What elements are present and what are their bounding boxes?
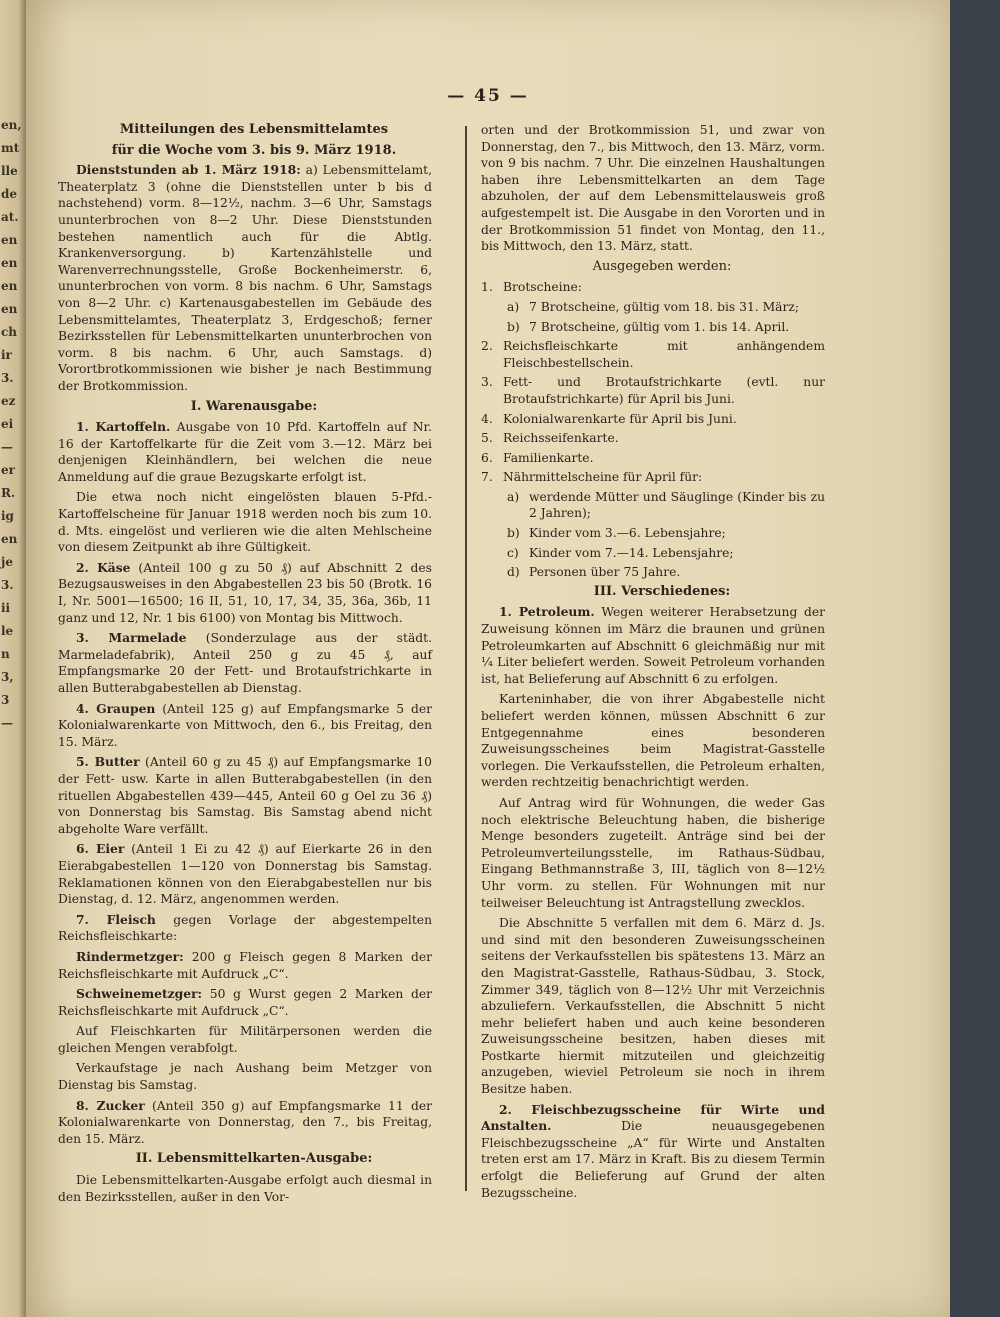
list-item bbox=[481, 564, 825, 581]
section-heading-warenausgabe: I. Warenausgabe: bbox=[190, 398, 318, 414]
fleischbezug-paragraph: 2. Fleischbezugsscheine für Wirte und Anstalten. Die neuausgegebenen Fleischbezugsscheine „A“ für Wirte und Anstalten treten erst am 17. März in Kraft. Bis zu diesem Termin erfolgt die Belieferung auf Grund der alten Bezugsscheine. bbox=[481, 1101, 825, 1200]
dienststunden-paragraph: Dienststunden ab 1. März 1918: a) Lebensmittelamt, Theaterplatz 3 (ohne die Dienststellen unter b bis d nachstehend) vorm. 8—12½, nachm. 3—6 Uhr, Samstags ununterbrochen von 8—2 Uhr. Diese Dienststunden bestehen namentlich auch für die Abtlg. Krankenversorgung. b) Kartenzählstelle und Warenverrechnungsstelle, Große Bockenheimerstr. 6, ununterbrochen von vorm. 8 bis nachm. 6 Uhr, Samstags von 8—2 Uhr. c) Kartenausgabestellen im Gebäude des Lebensmittelamtes, Theaterplatz 3, Erdgeschoß; ferner Bezirksstellen für Lebensmittelkarten ununterbrochen von vorm. 8 bis nachm. 6 Uhr, auch Samstags. d) Vorortbrotkommissionen wie bisher je nach Bestimmung der Brotkommission. bbox=[58, 162, 432, 393]
list-item-number: 7. bbox=[481, 470, 493, 485]
list-item-number: a) bbox=[507, 299, 520, 314]
prev-page-fragment: ig bbox=[1, 509, 14, 523]
prev-page-fragment: lle bbox=[1, 164, 18, 178]
prev-page-fragment: en bbox=[1, 233, 18, 247]
item-verkaufstage: Verkaufstage je nach Aushang beim Metzger von Dienstag bis Samstag. bbox=[58, 1061, 432, 1093]
page-number: — 45 — bbox=[447, 86, 529, 106]
background-strip bbox=[950, 0, 1000, 1317]
notice-title: Mitteilungen des Lebensmittelamtes bbox=[119, 122, 389, 137]
abschnitte-paragraph: Die Abschnitte 5 verfallen mit dem 6. März d. Js. und sind mit den besonderen Zuweisungsscheinen seitens der Verkaufsstellen bis spätestens 13. März an den Magistrat-Gasstelle, Rathaus-Südbau, 3. Stock, Zimmer 349, täglich von 8—12½ Uhr mit Verzeichnis abzuliefern. Verkaufsstellen, die Abschnitt 5 nicht mehr beliefert haben und auch keine besonderen Zuweisungsscheine besitzen, haben dieses mit Postkarte hiermit mitzuteilen und gleichzeitig anzugeben, wieviel Petroleum sie noch in ihrem Besitze haben. bbox=[481, 916, 825, 1097]
list-item-number: c) bbox=[507, 545, 519, 560]
prev-page-fragment: ii bbox=[1, 601, 11, 615]
list-item-text: 7 Brotscheine, gültig vom 18. bis 31. März; bbox=[529, 299, 800, 314]
prev-page-fragment: ei bbox=[1, 417, 14, 431]
prev-page-fragment: en bbox=[1, 302, 18, 316]
list-item-number: b) bbox=[507, 526, 520, 541]
prev-page-fragment: — bbox=[1, 716, 13, 730]
prev-page-fragment: 3, bbox=[1, 670, 14, 684]
prev-page-fragment: le bbox=[1, 624, 14, 638]
column-divider bbox=[465, 126, 467, 1191]
continuation-paragraph: orten und der Brotkommission 51, und zwar von Donnerstag, den 7., bis Mittwoch, den 13. März, vorm. von 9 bis nachm. 7 Uhr. Die einzelnen Haushaltungen haben ihre Lebensmittelkarten an dem Tage abzuholen, der auf dem Lebensmittelausweis groß aufgestempelt ist. Die Ausgabe in den Vororten und in der Brotkommission 51 findet von Montag, den 11., bis Mittwoch, den 13. März, statt. bbox=[481, 123, 825, 254]
item-graupen: 4. Graupen (Anteil 125 g) auf Empfangsmarke 5 der Kolonialwarenkarte von Mittwoch, den 6., bis Freitag, den 15. März. bbox=[58, 700, 432, 749]
prev-page-fragment: de bbox=[1, 187, 18, 201]
prev-page-fragment: er bbox=[1, 463, 15, 477]
prev-page-fragment: en bbox=[1, 279, 18, 293]
prev-page-fragment: mt bbox=[1, 141, 20, 155]
item-kartoffeln: 1. Kartoffeln. Ausgabe von 10 Pfd. Kartoffeln auf Nr. 16 der Kartoffelkarte für die Zeit vom 3.—12. März bei denjenigen Kleinhändlern, bei welchen die neue Anmeldung auf die graue Bezugskarte erfolgt ist. bbox=[58, 419, 432, 484]
list-item bbox=[481, 469, 825, 486]
list-item-text: Reichsseifenkarte. bbox=[503, 431, 619, 446]
list-item-text: Brotscheine: bbox=[503, 280, 582, 295]
list-item bbox=[481, 374, 825, 407]
prev-page-fragment: 3. bbox=[1, 578, 14, 592]
list-item-text: Kolonialwarenkarte für April bis Juni. bbox=[503, 411, 737, 426]
prev-page-fragment: ir bbox=[1, 348, 12, 362]
section-heading-verschiedenes: III. Verschiedenes: bbox=[593, 583, 731, 599]
list-item bbox=[481, 545, 825, 562]
item-marmelade: 3. Marmelade (Sonderzulage aus der städt. Marmeladefabrik), Anteil 250 g zu 45 ₰, auf Empfangsmarke 20 der Fett- und Brotaufstrichkarte in allen Butterabgabestellen ab Dienstag. bbox=[58, 630, 432, 695]
previous-page-edge bbox=[0, 0, 26, 1317]
item-butter: 5. Butter (Anteil 60 g zu 45 ₰) auf Empfangsmarke 10 der Fett- usw. Karte in allen Butterabgabestellen (in den rituellen Abgabestellen 439—445, Anteil 60 g Oel zu 36 ₰) von Donnerstag bis Samstag. Bis Samstag abend nicht abgeholte Ware verfällt. bbox=[58, 754, 432, 836]
item-eier: 6. Eier (Anteil 1 Ei zu 42 ₰) auf Eierkarte 26 in den Eierabgabestellen 1—120 von Donnerstag bis Samstag. Reklamationen können von den Eierabgabestellen nur bis Dienstag, d. 12. März, angenommen werden. bbox=[58, 841, 432, 907]
prev-page-fragment: n bbox=[1, 647, 10, 661]
list-item bbox=[481, 338, 825, 371]
notice-subtitle: für die Woche vom 3. bis 9. März 1918. bbox=[111, 142, 397, 158]
list-item bbox=[481, 299, 825, 316]
list-item-number: b) bbox=[507, 319, 520, 334]
item-militaer: Auf Fleischkarten für Militärpersonen werden die gleichen Mengen verabfolgt. bbox=[58, 1024, 432, 1055]
list-item-number: 3. bbox=[481, 375, 493, 390]
right-column bbox=[481, 122, 825, 1205]
kartenausgabe-paragraph: Die Lebensmittelkarten-Ausgabe erfolgt auch diesmal in den Bezirksstellen, außer in den Vor- bbox=[58, 1173, 432, 1204]
list-item-text: Kinder vom 3.—6. Lebensjahre; bbox=[529, 526, 726, 541]
list-item-number: 4. bbox=[481, 411, 493, 426]
list-item-number: 1. bbox=[481, 280, 493, 295]
item-kaese: 2. Käse (Anteil 100 g zu 50 ₰) auf Abschnitt 2 des Bezugsausweises in den Abgabestellen 23 bis 50 (Brotk. 16 I, Nr. 5001—16500; 16 II, 51, 10, 17, 34, 35, 36a, 36b, 11 ganz und 12, Nr. 1 bis 6100) von Montag bis Mittwoch. bbox=[58, 559, 432, 625]
item-fleisch: 7. Fleisch gegen Vorlage der abgestempelten Reichsfleischkarte: bbox=[58, 911, 432, 944]
list-item bbox=[481, 525, 825, 542]
prev-page-fragment: R. bbox=[1, 486, 16, 500]
left-column bbox=[58, 122, 432, 1209]
list-item-text: Personen über 75 Jahre. bbox=[529, 565, 681, 580]
ausgegeben-heading: Ausgegeben werden: bbox=[592, 258, 732, 274]
prev-page-fragment: en, bbox=[1, 118, 22, 132]
list-item-text: Nährmittelscheine für April für: bbox=[503, 470, 703, 485]
list-item-text: werdende Mütter und Säuglinge (Kinder bis zu 2 Jahren); bbox=[529, 489, 825, 521]
prev-page-fragment: je bbox=[1, 555, 13, 569]
karteninhaber-paragraph: Karteninhaber, die von ihrer Abgabestelle nicht beliefert werden können, müssen Abschnitt 6 zur Entgegennahme eines besonderen Zuweisungsscheines beim Magistrat-Gasstelle vorlegen. Die Verkaufsstellen, die Petroleum erhalten, werden rechtzeitig benachrichtigt werden. bbox=[481, 692, 825, 790]
list-item-text: 7 Brotscheine, gültig vom 1. bis 14. April. bbox=[529, 319, 790, 334]
prev-page-fragment: ch bbox=[1, 325, 18, 339]
prev-page-fragment: at. bbox=[1, 210, 19, 224]
prev-page-fragment: ez bbox=[1, 394, 16, 408]
prev-page-fragment: — bbox=[1, 440, 13, 454]
item-schweinemetzger: Schweinemetzger: 50 g Wurst gegen 2 Marken der Reichsfleischkarte mit Aufdruck „C“. bbox=[58, 986, 432, 1018]
document-page bbox=[26, 0, 950, 1317]
prev-page-fragment: 3. bbox=[1, 371, 14, 385]
list-item-number: a) bbox=[507, 489, 520, 504]
list-item bbox=[481, 489, 825, 522]
list-item-text: Kinder vom 7.—14. Lebensjahre; bbox=[529, 545, 734, 560]
list-item bbox=[481, 279, 825, 296]
item-zucker: 8. Zucker (Anteil 350 g) auf Empfangsmarke 11 der Kolonialwarenkarte von Donnerstag, den 7., bis Freitag, den 15. März. bbox=[58, 1097, 432, 1146]
list-item bbox=[481, 319, 825, 336]
prev-page-fragment: en bbox=[1, 256, 18, 270]
section-heading-kartenausgabe: II. Lebensmittelkarten-Ausgabe: bbox=[135, 1151, 373, 1167]
petroleum-paragraph: 1. Petroleum. Wegen weiterer Herabsetzung der Zuweisung können im März die braunen und grünen Petroleumkarten auf Abschnitt 6 gleichmäßig nur mit ¼ Liter beliefert werden. Soweit Petroleum vorhanden ist, hat Belieferung auf Abschnitt 6 zu erfolgen. bbox=[481, 604, 825, 686]
list-item-number: 5. bbox=[481, 431, 493, 446]
list-item-number: 2. bbox=[481, 339, 493, 354]
prev-page-fragment: en bbox=[1, 532, 18, 546]
list-item-number: 6. bbox=[481, 450, 493, 465]
item-rindermetzger: Rindermetzger: 200 g Fleisch gegen 8 Marken der Reichsfleischkarte mit Aufdruck „C“. bbox=[58, 948, 432, 981]
antrag-paragraph: Auf Antrag wird für Wohnungen, die weder Gas noch elektrische Beleuchtung haben, die bisherige Menge besonders zugeteilt. Anträge sind bei der Petroleumverteilungsstelle, im Rathaus-Südbau, Eingang Bethmannstraße 3, III, täglich von 8—12½ Uhr vorm. zu stellen. Für Wohnungen mit nur teilweiser Beleuchtung ist Antragstellung zwecklos. bbox=[481, 795, 825, 910]
list-item bbox=[481, 450, 825, 467]
list-item-text: Fett- und Brotaufstrichkarte (evtl. nur Brotaufstrichkarte) für April bis Juni. bbox=[503, 375, 825, 406]
list-item bbox=[481, 430, 825, 447]
list-item bbox=[481, 411, 825, 428]
issued-items-list bbox=[481, 279, 825, 581]
item-kartoffeln-note: Die etwa noch nicht eingelösten blauen 5-Pfd.-Kartoffelscheine für Januar 1918 werden noch bis zum 10. d. Mts. eingelöst und verlieren wie die alten Mehlscheine von diesem Zeitpunkt ab ihre Gültigkeit. bbox=[58, 490, 432, 555]
list-item-text: Reichsfleischkarte mit anhängendem Fleischbestellschein. bbox=[503, 339, 825, 370]
list-item-text: Familienkarte. bbox=[503, 450, 594, 465]
prev-page-fragment: 3 bbox=[1, 693, 10, 707]
list-item-number: d) bbox=[507, 565, 520, 580]
